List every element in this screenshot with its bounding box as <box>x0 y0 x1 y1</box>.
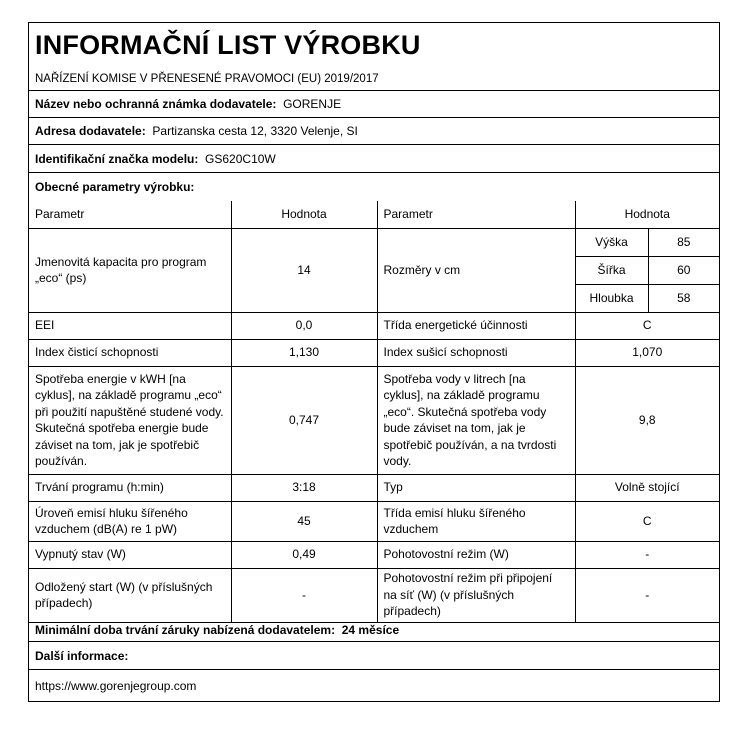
parameters-table <box>29 201 719 623</box>
warranty-row <box>29 618 719 642</box>
depth-value: 58 <box>648 284 719 312</box>
regulation-text: NAŘÍZENÍ KOMISE V PŘENESENÉ PRAVOMOCI (EU) 2019/2017 <box>35 72 379 85</box>
height-label: Výška <box>575 228 648 256</box>
water-consumption-label: Spotřeba vody v litrech [na cyklus], na základě programu „eco“. Skutečná spotřeba vody bude záviset na tom, jak je spotřebič používán, a na tvrdosti vody. <box>377 366 575 474</box>
eei-label: EEI <box>29 312 231 339</box>
regulation-row <box>29 67 719 91</box>
noise-class-label: Třída emisí hluku šířeného vzduchem <box>377 501 575 541</box>
standby-mode-value: - <box>575 541 719 568</box>
depth-label: Hloubka <box>575 284 648 312</box>
table-row <box>29 312 719 339</box>
capacity-value: 14 <box>231 228 377 312</box>
capacity-label: Jmenovitá kapacita pro program „eco“ (ps) <box>29 228 231 312</box>
address-row <box>29 118 719 145</box>
address-value: Partizanska cesta 12, 3320 Velenje, SI <box>152 124 358 138</box>
eei-value: 0,0 <box>231 312 377 339</box>
networked-standby-value: - <box>575 568 719 622</box>
product-info-sheet <box>28 22 720 702</box>
energy-class-label: Třída energetické účinnosti <box>377 312 575 339</box>
header-value-left: Hodnota <box>231 201 377 228</box>
model-row <box>29 145 719 173</box>
table-row <box>29 474 719 501</box>
header-value-right: Hodnota <box>575 201 719 228</box>
supplier-row <box>29 91 719 118</box>
website-link[interactable]: https://www.gorenjegroup.com <box>35 678 197 693</box>
header-param-right: Parametr <box>377 201 575 228</box>
delay-start-label: Odložený start (W) (v příslušných případech) <box>29 568 231 622</box>
program-duration-value: 3:18 <box>231 474 377 501</box>
energy-class-value: C <box>575 312 719 339</box>
noise-level-value: 45 <box>231 501 377 541</box>
standby-mode-label: Pohotovostní režim (W) <box>377 541 575 568</box>
general-params-row <box>29 173 719 201</box>
model-value: GS620C10W <box>205 151 276 166</box>
drying-index-label: Index sušicí schopnosti <box>377 339 575 366</box>
header-param-left: Parametr <box>29 201 231 228</box>
general-params-heading: Obecné parametry výrobku: <box>35 180 195 194</box>
type-value: Volně stojící <box>575 474 719 501</box>
table-row <box>29 339 719 366</box>
program-duration-label: Trvání programu (h:min) <box>29 474 231 501</box>
type-label: Typ <box>377 474 575 501</box>
url-row <box>29 670 719 701</box>
energy-consumption-value: 0,747 <box>231 366 377 474</box>
title-row <box>29 23 719 67</box>
table-row <box>29 541 719 568</box>
additional-info-row <box>29 642 719 670</box>
cleaning-index-value: 1,130 <box>231 339 377 366</box>
noise-class-value: C <box>575 501 719 541</box>
dimensions-label: Rozměry v cm <box>377 228 575 312</box>
page-title: INFORMAČNÍ LIST VÝROBKU <box>35 29 421 60</box>
table-row <box>29 366 719 474</box>
table-row <box>29 501 719 541</box>
warranty-label: Minimální doba trvání záruky nabízená dodavatelem: <box>35 622 336 637</box>
off-mode-label: Vypnutý stav (W) <box>29 541 231 568</box>
drying-index-value: 1,070 <box>575 339 719 366</box>
table-row <box>29 228 719 256</box>
model-label: Identifikační značka modelu: <box>35 151 199 166</box>
width-label: Šířka <box>575 256 648 284</box>
additional-info-heading: Další informace: <box>35 648 129 663</box>
noise-level-label: Úroveň emisí hluku šířeného vzduchem (dB(A) re 1 pW) <box>29 501 231 541</box>
width-value: 60 <box>648 256 719 284</box>
delay-start-value: - <box>231 568 377 622</box>
water-consumption-value: 9,8 <box>575 366 719 474</box>
cleaning-index-label: Index čisticí schopnosti <box>29 339 231 366</box>
energy-consumption-label: Spotřeba energie v kWH [na cyklus], na základě programu „eco“ při použití napuštěné studené vody. Skutečná spotřeba energie bude záviset na tom, jak je spotřebič používán. <box>29 366 231 474</box>
address-label: Adresa dodavatele: <box>35 124 146 138</box>
networked-standby-label: Pohotovostní režim při připojení na síť (W) (v příslušných případech) <box>377 568 575 622</box>
supplier-label: Název nebo ochranná známka dodavatele: <box>35 97 277 111</box>
table-header-row <box>29 201 719 228</box>
off-mode-value: 0,49 <box>231 541 377 568</box>
table-row <box>29 568 719 622</box>
warranty-value: 24 měsíce <box>341 622 400 637</box>
height-value: 85 <box>648 228 719 256</box>
supplier-value: GORENJE <box>283 97 342 111</box>
